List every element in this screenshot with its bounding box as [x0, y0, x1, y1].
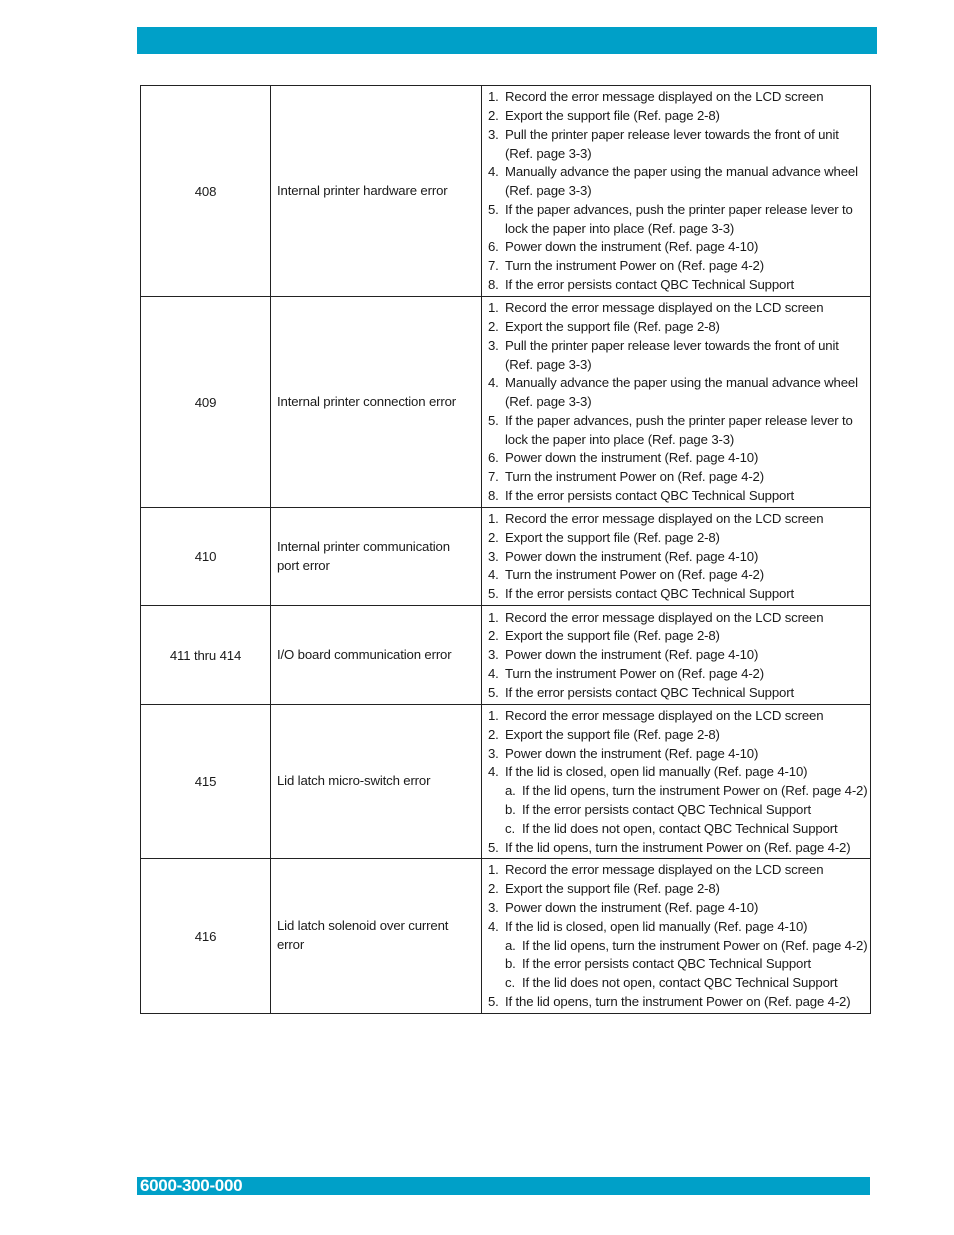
list-item: [488, 126, 866, 164]
list-item: [488, 257, 866, 276]
list-item: [488, 548, 866, 567]
header-bar: [137, 27, 877, 54]
step-text: If the lid is closed, open lid manually (Ref. page 4-10): [505, 764, 808, 780]
error-table: [140, 85, 871, 1014]
step-number: 4.: [488, 567, 499, 583]
step-text: Record the error message displayed on the LCD screen: [505, 708, 824, 723]
list-item: [488, 449, 866, 468]
list-item: [488, 745, 866, 764]
step-number: 8.: [488, 488, 499, 504]
sub-list-item: [488, 801, 866, 820]
step-text: Power down the instrument (Ref. page 4-10): [505, 745, 759, 761]
table-row: [141, 86, 871, 297]
error-description: Lid latch micro-switch error: [271, 705, 482, 859]
step-text: Record the error message displayed on the LCD screen: [505, 609, 824, 625]
step-text: Export the support file (Ref. page 2-8): [505, 881, 720, 897]
sub-list-item: [488, 955, 866, 974]
list-item: [488, 88, 866, 107]
step-text: If the error persists contact QBC Technical Support: [505, 586, 794, 602]
sub-step-letter: c.: [505, 820, 515, 836]
step-number: 5.: [488, 201, 499, 217]
step-text: Power down the instrument (Ref. page 4-10): [505, 647, 759, 663]
list-item: [488, 337, 866, 375]
step-number: 3.: [488, 126, 499, 142]
document-number: 6000-300-000: [140, 1176, 243, 1195]
step-text: Turn the instrument Power on (Ref. page 4-2): [505, 567, 764, 583]
list-item: [488, 918, 866, 937]
list-item: [488, 665, 866, 684]
list-item: [488, 646, 866, 665]
step-text: If the lid opens, turn the instrument Power on (Ref. page 4-2): [505, 839, 851, 855]
step-number: 7.: [488, 469, 499, 485]
table-row: [141, 508, 871, 606]
list-item: [488, 163, 866, 201]
list-item: [488, 487, 866, 506]
step-number: 4.: [488, 918, 499, 934]
error-code: 416: [141, 859, 271, 1013]
sub-step-text: If the lid does not open, contact QBC Technical Support: [522, 975, 838, 991]
step-text: Record the error message displayed on the LCD screen: [505, 300, 824, 316]
step-number: 2.: [488, 881, 499, 897]
step-text: Record the error message displayed on the LCD screen: [505, 89, 824, 105]
list-item: [488, 899, 866, 918]
step-text: Pull the printer paper release lever towards the front of unit (Ref. page 3-3): [505, 126, 839, 161]
step-number: 4.: [488, 764, 499, 780]
step-number: 2.: [488, 318, 499, 334]
list-item: [488, 993, 866, 1012]
corrective-steps: [482, 859, 871, 1013]
list-item: [488, 880, 866, 899]
step-text: Export the support file (Ref. page 2-8): [505, 628, 720, 644]
step-number: 2.: [488, 107, 499, 123]
list-item: [488, 566, 866, 585]
list-item: [488, 201, 866, 239]
step-text: Power down the instrument (Ref. page 4-10): [505, 899, 759, 915]
error-table-container: [140, 85, 870, 1014]
step-text: If the error persists contact QBC Technical Support: [505, 277, 794, 293]
list-item: [488, 609, 866, 628]
step-text: Export the support file (Ref. page 2-8): [505, 726, 720, 742]
corrective-steps: [482, 508, 871, 606]
step-number: 1.: [488, 511, 499, 526]
sub-step-text: If the error persists contact QBC Technical Support: [522, 801, 811, 817]
step-text: If the lid opens, turn the instrument Power on (Ref. page 4-2): [505, 993, 851, 1009]
step-number: 3.: [488, 899, 499, 915]
sub-list-item: [488, 782, 866, 801]
step-number: 3.: [488, 337, 499, 353]
list-item: [488, 412, 866, 450]
list-item: [488, 726, 866, 745]
list-item: [488, 585, 866, 604]
step-text: Manually advance the paper using the manual advance wheel (Ref. page 3-3): [505, 375, 858, 410]
corrective-steps: [482, 705, 871, 859]
step-number: 1.: [488, 609, 499, 625]
list-item: [488, 238, 866, 257]
sub-list-item: [488, 974, 866, 993]
step-number: 4.: [488, 164, 499, 180]
sub-step-text: If the lid opens, turn the instrument Power on (Ref. page 4-2): [522, 937, 868, 953]
step-number: 3.: [488, 548, 499, 564]
step-text: Manually advance the paper using the manual advance wheel (Ref. page 3-3): [505, 164, 858, 199]
step-number: 5.: [488, 993, 499, 1009]
step-text: Export the support file (Ref. page 2-8): [505, 529, 720, 545]
step-number: 3.: [488, 647, 499, 663]
step-text: Export the support file (Ref. page 2-8): [505, 318, 720, 334]
step-text: If the paper advances, push the printer paper release lever to lock the paper into place (Ref. page 3-3): [505, 201, 853, 236]
step-text: If the error persists contact QBC Technical Support: [505, 684, 794, 700]
step-number: 4.: [488, 665, 499, 681]
corrective-steps: [482, 86, 871, 297]
corrective-steps: [482, 606, 871, 705]
corrective-steps: [482, 297, 871, 508]
list-item: [488, 763, 866, 782]
list-item: [488, 684, 866, 703]
list-item: [488, 839, 866, 858]
table-row: [141, 606, 871, 705]
step-text: Export the support file (Ref. page 2-8): [505, 107, 720, 123]
step-text: Turn the instrument Power on (Ref. page 4-2): [505, 665, 764, 681]
sub-step-text: If the lid does not open, contact QBC Technical Support: [522, 820, 838, 836]
sub-list-item: [488, 937, 866, 956]
error-code: 411 thru 414: [141, 606, 271, 705]
list-item: [488, 468, 866, 487]
step-text: Power down the instrument (Ref. page 4-10): [505, 450, 759, 466]
list-item: [488, 510, 866, 529]
step-number: 6.: [488, 239, 499, 255]
list-item: [488, 707, 866, 726]
step-number: 6.: [488, 450, 499, 466]
error-description: Internal printer communication port error: [271, 508, 482, 606]
sub-step-letter: c.: [505, 975, 515, 991]
step-text: Record the error message displayed on the LCD screen: [505, 862, 824, 878]
list-item: [488, 276, 866, 295]
list-item: [488, 861, 866, 880]
error-description: I/O board communication error: [271, 606, 482, 705]
error-description: Lid latch solenoid over current error: [271, 859, 482, 1013]
table-row: [141, 705, 871, 859]
step-number: 4.: [488, 375, 499, 391]
list-item: [488, 529, 866, 548]
step-text: Power down the instrument (Ref. page 4-10): [505, 548, 759, 564]
table-row: [141, 297, 871, 508]
error-description: Internal printer hardware error: [271, 86, 482, 297]
sub-step-letter: b.: [505, 956, 516, 972]
step-text: If the paper advances, push the printer paper release lever to lock the paper into place (Ref. page 3-3): [505, 412, 853, 447]
step-number: 3.: [488, 745, 499, 761]
step-number: 1.: [488, 300, 499, 316]
sub-list-item: [488, 820, 866, 839]
step-number: 2.: [488, 726, 499, 742]
list-item: [488, 318, 866, 337]
step-text: Turn the instrument Power on (Ref. page 4-2): [505, 258, 764, 274]
list-item: [488, 299, 866, 318]
sub-step-text: If the lid opens, turn the instrument Power on (Ref. page 4-2): [522, 783, 868, 799]
step-number: 2.: [488, 628, 499, 644]
footer-bar: [137, 1177, 870, 1195]
step-number: 5.: [488, 839, 499, 855]
sub-step-letter: b.: [505, 801, 516, 817]
error-code: 409: [141, 297, 271, 508]
error-description: Internal printer connection error: [271, 297, 482, 508]
step-number: 7.: [488, 258, 499, 274]
step-text: Record the error message displayed on the LCD screen: [505, 511, 824, 526]
error-code: 415: [141, 705, 271, 859]
step-number: 8.: [488, 277, 499, 293]
list-item: [488, 107, 866, 126]
step-number: 2.: [488, 529, 499, 545]
step-number: 5.: [488, 684, 499, 700]
sub-step-letter: a.: [505, 937, 516, 953]
error-code: 410: [141, 508, 271, 606]
step-number: 1.: [488, 862, 499, 878]
error-code: 408: [141, 86, 271, 297]
step-number: 5.: [488, 586, 499, 602]
sub-step-text: If the error persists contact QBC Technical Support: [522, 956, 811, 972]
sub-step-letter: a.: [505, 783, 516, 799]
step-text: Pull the printer paper release lever towards the front of unit (Ref. page 3-3): [505, 337, 839, 372]
list-item: [488, 627, 866, 646]
table-row: [141, 859, 871, 1013]
step-number: 1.: [488, 708, 499, 723]
step-number: 1.: [488, 89, 499, 105]
step-text: Turn the instrument Power on (Ref. page 4-2): [505, 469, 764, 485]
step-text: If the error persists contact QBC Technical Support: [505, 488, 794, 504]
step-text: Power down the instrument (Ref. page 4-10): [505, 239, 759, 255]
step-number: 5.: [488, 412, 499, 428]
step-text: If the lid is closed, open lid manually (Ref. page 4-10): [505, 918, 808, 934]
error-table-body: [141, 86, 871, 1014]
list-item: [488, 374, 866, 412]
